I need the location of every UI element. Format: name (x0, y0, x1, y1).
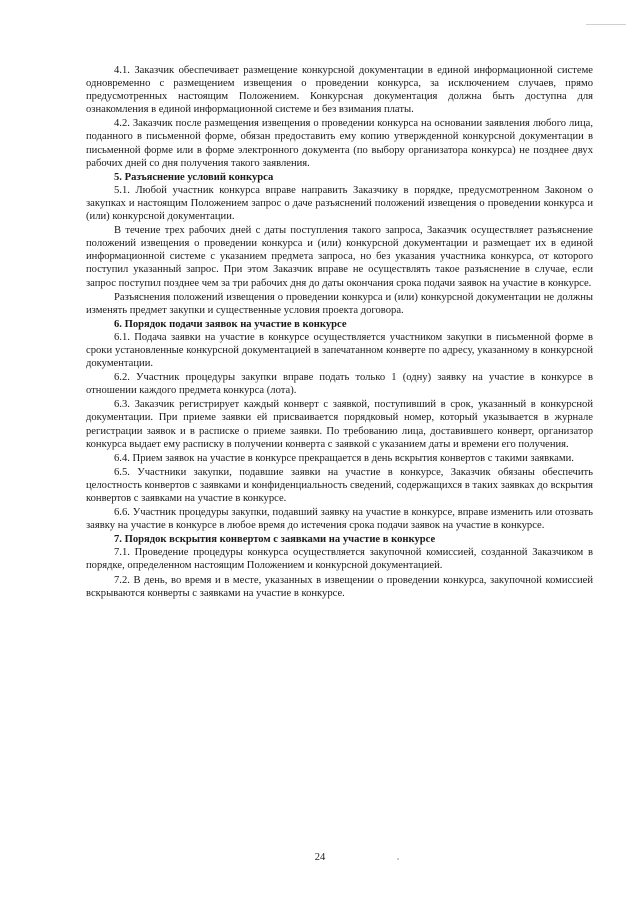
paragraph-5-1-b: В течение трех рабочих дней с даты поступления такого запроса, Заказчик осуществляет разъяснение положений извещения о проведении конкурса и (или) конкурсной документации и размещает их в единой информационной системе с указанием предмета запроса, но без указания участника конкурса, от которого поступил указанный запрос. При этом Заказчик вправе не осуществлять такое разъяснение в случае, если запрос поступил позднее чем за три рабочих дня до даты окончания срока подачи заявок на участие в конкурсе. (86, 225, 593, 289)
paragraph-6-4: 6.4. Прием заявок на участие в конкурсе прекращается в день вскрытия конвертов с такими заявками. (114, 452, 574, 464)
scan-edge-mark (586, 24, 626, 25)
paragraph-6-3: 6.3. Заказчик регистрирует каждый конверт с заявкой, поступивший в срок, указанный в конкурсной документации. При приеме заявки ей присваивается порядковый номер, который указывается в журнале регистрации заявок и в расписке о приеме заявки. По требованию лица, доставившего конверт, организатор конкурса выдает ему расписку в получении конверта с заявкой с указанием даты и времени его получения. (86, 399, 593, 450)
paragraph-4-1: 4.1. Заказчик обеспечивает размещение конкурсной документации в единой информационной системе одновременно с размещением извещения о проведении конкурса, за исключением случаев, прямо предусмотренных настоящим Положением. Конкурсная документация должна быть доступна для ознакомления в единой информационной системе и без взимания платы. (86, 65, 593, 116)
paragraph-6-1: 6.1. Подача заявки на участие в конкурсе осуществляется участником закупки в письменной форме в сроки установленные конкурсной документацией в запечатанном конверте по адресу, указанному в конкурсной документации. (86, 331, 593, 370)
paragraph-6-5: 6.5. Участники закупки, подавшие заявки на участие в конкурсе, Заказчик обязаны обеспечить целостность конвертов с заявками и конфиденциальность сведений, содержащихся в таких заявках до вскрытия конвертов с заявками на участие в конкурсе. (86, 466, 593, 504)
paragraph-5-1: 5.1. Любой участник конкурса вправе направить Заказчику в порядке, предусмотренном Законом о закупках и настоящим Положением запрос о даче разъяснений положений извещения о проведении конкурса и (или) конкурсной документации. (86, 184, 593, 223)
paragraph-6-6: 6.6. Участник процедуры закупки, подавший заявку на участие в конкурсе, вправе изменить или отозвать заявку на участие в конкурсе в любое время до истечения срока подачи заявок на участие в конкурсе. (86, 507, 593, 532)
paragraph-4-2: 4.2. Заказчик после размещения извещения о проведении конкурса на основании заявления любого лица, поданного в письменной форме, обязан предоставить ему копию утвержденной конкурсной документации в письменной форме или в форме электронного документа (по выбору организатора конкурса) не позднее двух рабочих дней со дня получения такого заявления. (86, 118, 593, 169)
document-body (86, 64, 593, 601)
scan-speck (397, 858, 399, 860)
paragraph-7-1: 7.1. Проведение процедуры конкурса осуществляется закупочной комиссией, созданной Заказчиком в порядке, определенном настоящим Положением и конкурсной документацией. (86, 547, 593, 572)
paragraph-7-2: 7.2. В день, во время и в месте, указанных в извещении о проведении конкурса, закупочной комиссией вскрываются конверты с заявками на участие в конкурсе. (86, 574, 593, 599)
paragraph-5-1-c: Разъяснения положений извещения о проведении конкурса и (или) конкурсной документации не должны изменять предмет закупки и существенные условия проекта договора. (86, 291, 593, 316)
section-heading-6: 6. Порядок подачи заявок на участие в конкурсе (114, 318, 347, 330)
section-heading-5: 5. Разъяснение условий конкурса (114, 171, 274, 183)
section-heading-7: 7. Порядок вскрытия конвертом с заявками на участие в конкурсе (114, 534, 436, 546)
page-number: 24 (314, 852, 326, 863)
paragraph-6-2: 6.2. Участник процедуры закупки вправе подать только 1 (одну) заявку на участие в конкурсе в отношении каждого предмета конкурса (лота). (86, 372, 593, 397)
